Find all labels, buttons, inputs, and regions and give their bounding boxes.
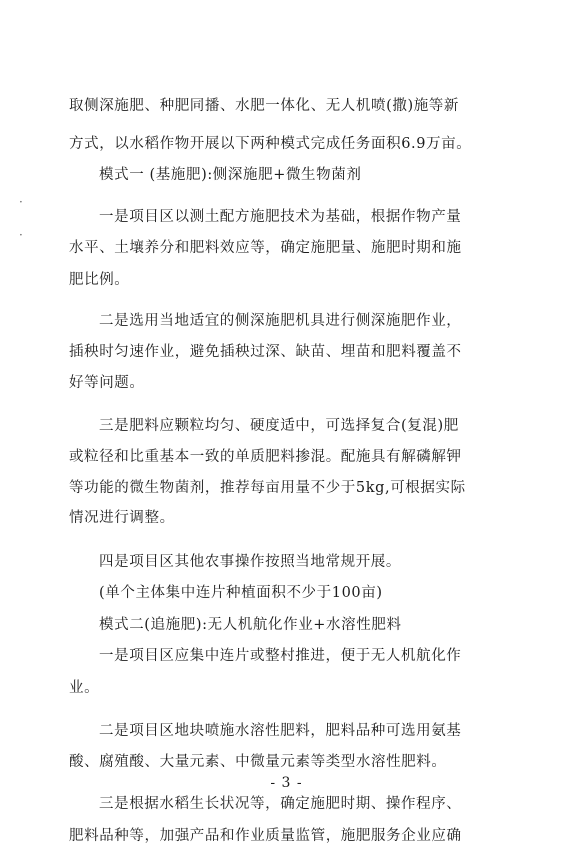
page-number: - 3 - — [270, 775, 303, 791]
scan-speck-mark: · — [19, 195, 23, 209]
section-heading-mode-one: 模式一 (基施肥):侧深施肥+微生物菌剂 — [99, 167, 362, 183]
body-line: 取侧深施肥、种肥同播、水肥一体化、无人机喷(撒)施等新 — [69, 98, 460, 114]
scan-speck-mark: · — [19, 228, 23, 242]
body-line: 四是项目区其他农事操作按照当地常规开展。 — [99, 554, 401, 570]
body-line: 或粒径和比重基本一致的单质肥料掺混。配施具有解磷解钾 — [69, 449, 462, 465]
body-line: 插秧时匀速作业，避免插秧过深、缺苗、埋苗和肥料覆盖不 — [69, 344, 462, 360]
body-line: 情况进行调整。 — [69, 510, 175, 526]
body-line: 一是项目区应集中连片或整村推进，便于无人机航化作 — [99, 648, 462, 664]
body-line: 肥料品种等，加强产品和作业质量监管，施肥服务企业应确 — [69, 828, 462, 844]
body-line: 一是项目区以测土配方施肥技术为基础，根据作物产量 — [99, 209, 462, 225]
body-line: 业。 — [69, 680, 100, 696]
body-line: 二是项目区地块喷施水溶性肥料，肥料品种可选用氨基 — [99, 723, 462, 739]
body-line: 二是选用当地适宜的侧深施肥机具进行侧深施肥作业， — [99, 313, 462, 329]
body-line: 等功能的微生物菌剂，推荐每亩用量不少于5kg,可根据实际 — [69, 480, 466, 496]
body-line: 方式，以水稻作物开展以下两种模式完成任务面积6.9万亩。 — [69, 136, 472, 152]
body-line: 肥比例。 — [69, 272, 130, 288]
section-heading-mode-two: 模式二(追施肥):无人机航化作业+水溶性肥料 — [99, 617, 402, 633]
body-line: 三是肥料应颗粒均匀、硬度适中，可选择复合(复混)肥 — [99, 418, 459, 434]
body-line: 水平、土壤养分和肥料效应等，确定施肥量、施肥时期和施 — [69, 240, 462, 256]
body-line: 好等问题。 — [69, 375, 145, 391]
body-line: 酸、腐殖酸、大量元素、中微量元素等类型水溶性肥料。 — [69, 754, 447, 770]
parenthetical-note: (单个主体集中连片种植面积不少于100亩) — [99, 585, 383, 601]
body-line: 三是根据水稻生长状况等，确定施肥时期、操作程序、 — [99, 796, 462, 812]
